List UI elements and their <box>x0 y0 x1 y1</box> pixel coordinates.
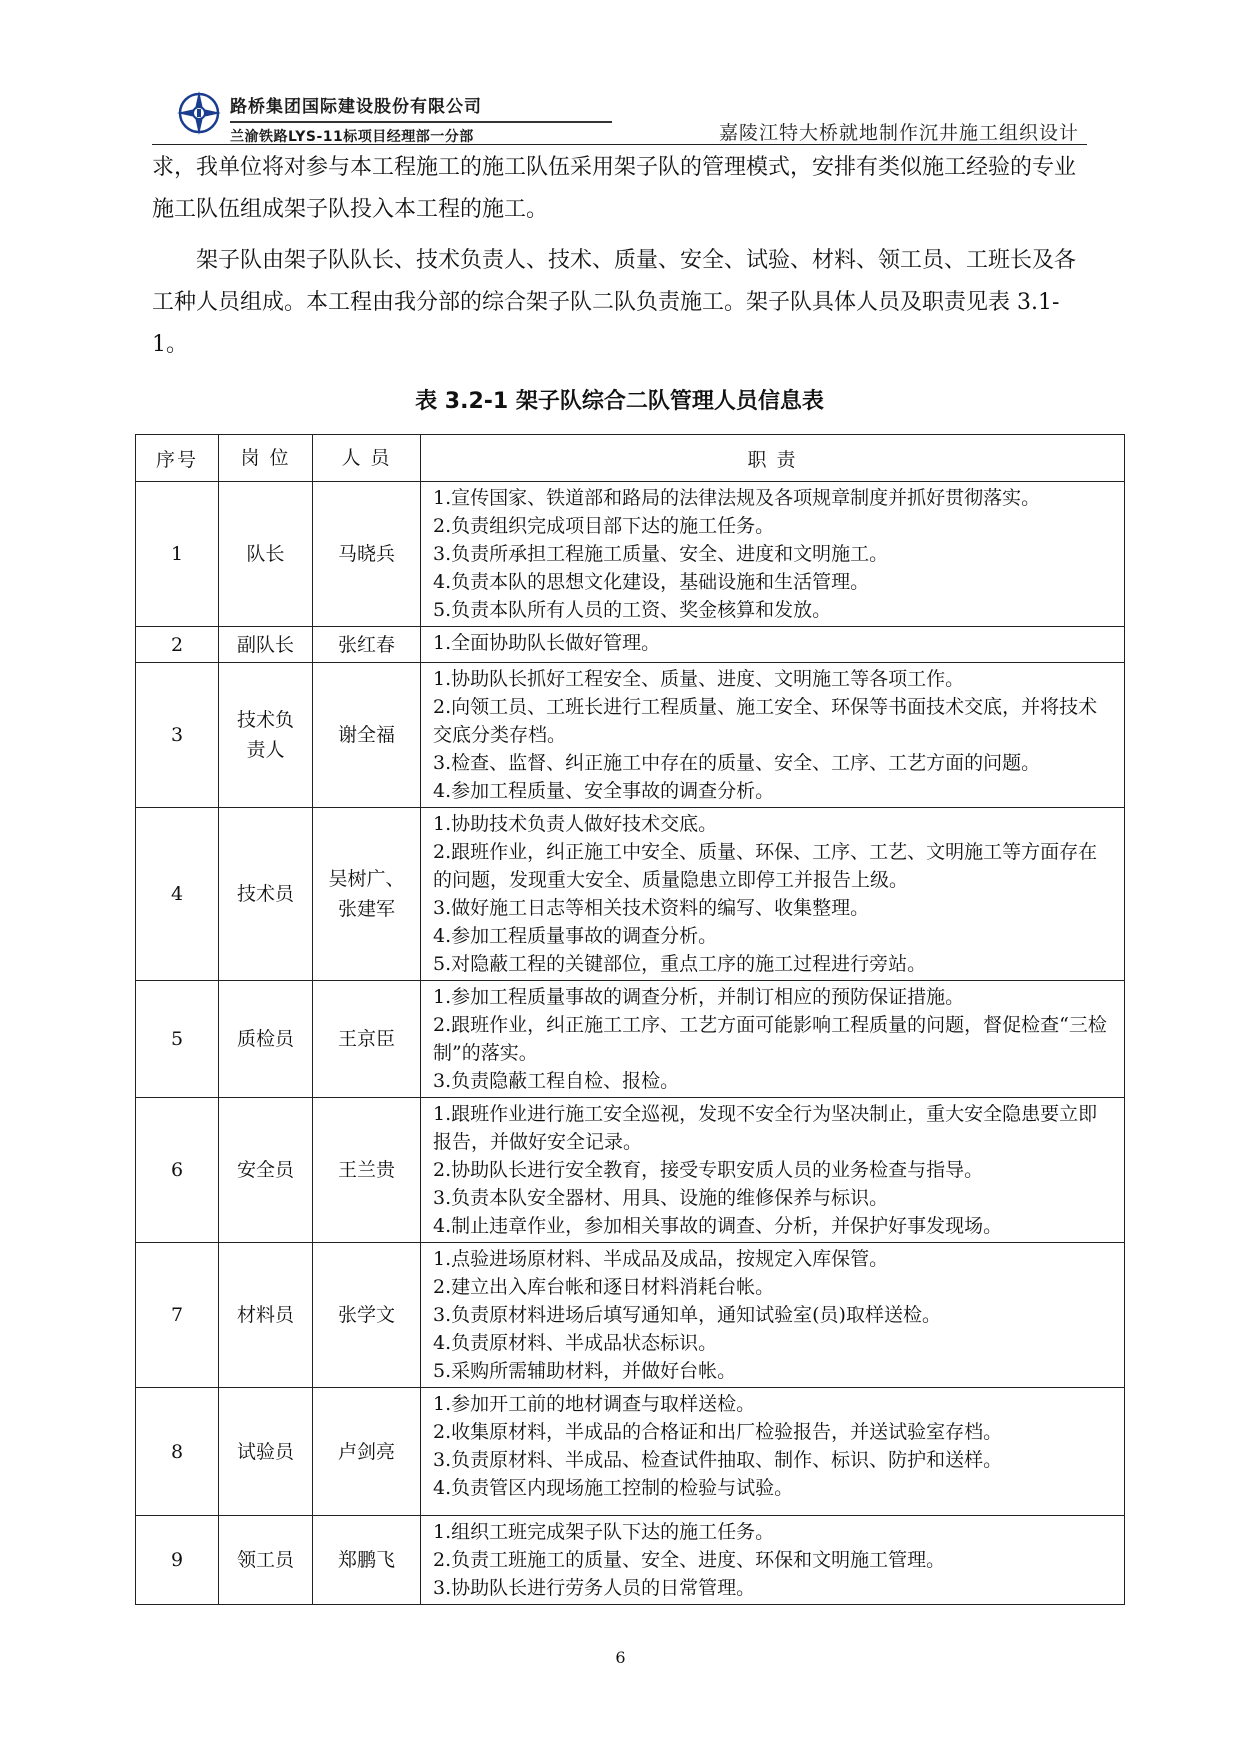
duty-item: 4.负责管区内现场施工控制的检验与试验。 <box>433 1477 794 1499</box>
row-person: 王京臣 <box>313 981 421 1098</box>
row-person: 马晓兵 <box>313 482 421 627</box>
duty-item: 4.制止违章作业，参加相关事故的调查、分析，并保护好事发现场。 <box>433 1215 1003 1237</box>
page-number: 6 <box>615 1648 626 1667</box>
duty-item: 1.组织工班完成架子队下达的施工任务。 <box>433 1521 775 1543</box>
row-position: 技术负责人 <box>219 663 313 808</box>
duty-item: 2.跟班作业，纠正施工工序、工艺方面可能影响工程质量的问题，督促检查“三检制”的落实。 <box>433 1014 1107 1064</box>
duty-item: 3.检查、监督、纠正施工中存在的质量、安全、工序、工艺方面的问题。 <box>433 752 1041 774</box>
row-duties <box>421 663 1125 808</box>
duty-item: 4.参加工程质量、安全事故的调查分析。 <box>433 780 775 802</box>
page-header <box>152 82 1087 145</box>
duty-item: 3.负责隐蔽工程自检、报检。 <box>433 1070 680 1092</box>
duty-item: 1.全面协助队长做好管理。 <box>433 632 661 654</box>
company-block <box>230 92 650 146</box>
duty-item: 2.负责工班施工的质量、安全、进度、环保和文明施工管理。 <box>433 1549 946 1571</box>
row-position: 试验员 <box>219 1388 313 1516</box>
row-number: 9 <box>136 1516 219 1605</box>
compass-star-logo <box>176 90 222 136</box>
duty-item: 1.参加开工前的地材调查与取样送检。 <box>433 1393 756 1415</box>
duty-item: 3.负责本队安全器材、用具、设施的维修保养与标识。 <box>433 1187 889 1209</box>
project-department: 兰渝铁路LYS-11标项目经理部一分部 <box>230 129 474 145</box>
document-title: 嘉陵江特大桥就地制作沉井施工组织设计 <box>718 122 1079 144</box>
row-number: 3 <box>136 663 219 808</box>
duty-item: 4.负责本队的思想文化建设，基础设施和生活管理。 <box>433 571 870 593</box>
table-row <box>136 482 1125 627</box>
table-row <box>136 1516 1125 1605</box>
duty-item: 2.建立出入库台帐和逐日材料消耗台帐。 <box>433 1276 775 1298</box>
row-person: 王兰贵 <box>313 1098 421 1243</box>
row-duties <box>421 981 1125 1098</box>
row-position: 材料员 <box>219 1243 313 1388</box>
duty-item: 1.参加工程质量事故的调查分析，并制订相应的预防保证措施。 <box>433 986 965 1008</box>
duty-item: 5.采购所需辅助材料，并做好台帐。 <box>433 1360 737 1382</box>
row-number: 1 <box>136 482 219 627</box>
row-person: 张红春 <box>313 627 421 663</box>
table-body <box>136 482 1125 1605</box>
company-divider <box>230 121 612 123</box>
duty-item: 1.点验进场原材料、半成品及成品，按规定入库保管。 <box>433 1248 889 1270</box>
duty-item: 5.对隐蔽工程的关键部位，重点工序的施工过程进行旁站。 <box>433 953 927 975</box>
row-position: 技术员 <box>219 808 313 981</box>
row-person: 卢剑亮 <box>313 1388 421 1516</box>
row-number: 8 <box>136 1388 219 1516</box>
duty-item: 2.负责组织完成项目部下达的施工任务。 <box>433 515 775 537</box>
duty-item: 3.负责所承担工程施工质量、安全、进度和文明施工。 <box>433 543 889 565</box>
table-row <box>136 808 1125 981</box>
header-person: 人 员 <box>313 435 421 482</box>
row-position: 副队长 <box>219 627 313 663</box>
header-position: 岗 位 <box>219 435 313 482</box>
row-position: 领工员 <box>219 1516 313 1605</box>
row-person: 谢全福 <box>313 663 421 808</box>
row-number: 6 <box>136 1098 219 1243</box>
row-duties <box>421 1388 1125 1516</box>
row-duties <box>421 1243 1125 1388</box>
table-row <box>136 663 1125 808</box>
row-number: 7 <box>136 1243 219 1388</box>
duty-item: 2.收集原材料，半成品的合格证和出厂检验报告，并送试验室存档。 <box>433 1421 1003 1443</box>
row-position: 安全员 <box>219 1098 313 1243</box>
row-number: 4 <box>136 808 219 981</box>
duty-item: 5.负责本队所有人员的工资、奖金核算和发放。 <box>433 599 832 621</box>
duty-item: 4.负责原材料、半成品状态标识。 <box>433 1332 718 1354</box>
table-row <box>136 1243 1125 1388</box>
duty-item: 2.向领工员、工班长进行工程质量、施工安全、环保等书面技术交底，并将技术交底分类存档。 <box>433 696 1098 746</box>
duty-item: 2.跟班作业，纠正施工中安全、质量、环保、工序、工艺、文明施工等方面存在的问题，发现重大安全、质量隐患立即停工并报告上级。 <box>433 841 1098 891</box>
row-number: 5 <box>136 981 219 1098</box>
duty-item: 3.做好施工日志等相关技术资料的编写、收集整理。 <box>433 897 870 919</box>
table-row <box>136 981 1125 1098</box>
duty-item: 1.跟班作业进行施工安全巡视，发现不安全行为坚决制止，重大安全隐患要立即报告，并做好安全记录。 <box>433 1103 1098 1153</box>
table-row <box>136 627 1125 663</box>
company-name: 路桥集团国际建设股份有限公司 <box>230 97 482 117</box>
duty-item: 2.协助队长进行安全教育，接受专职安质人员的业务检查与指导。 <box>433 1159 984 1181</box>
row-number: 2 <box>136 627 219 663</box>
row-duties <box>421 808 1125 981</box>
row-duties <box>421 482 1125 627</box>
row-position: 质检员 <box>219 981 313 1098</box>
row-person: 郑鹏飞 <box>313 1516 421 1605</box>
duty-item: 1.协助队长抓好工程安全、质量、进度、文明施工等各项工作。 <box>433 668 965 690</box>
staff-info-table <box>135 434 1125 1605</box>
table-row <box>136 1098 1125 1243</box>
row-person: 张学文 <box>313 1243 421 1388</box>
duty-item: 3.协助队长进行劳务人员的日常管理。 <box>433 1577 756 1599</box>
row-duties <box>421 627 1125 663</box>
paragraph-team-composition: 架子队由架子队队长、技术负责人、技术、质量、安全、试验、材料、领工员、工班长及各工种人员组成。本工程由我分部的综合架子队二队负责施工。架子队具体人员及职责见表 3.1-1。 <box>152 248 1077 357</box>
duty-item: 3.负责原材料进场后填写通知单，通知试验室(员)取样送检。 <box>433 1304 941 1326</box>
row-duties <box>421 1098 1125 1243</box>
header-no: 序号 <box>136 435 219 482</box>
duty-item: 3.负责原材料、半成品、检查试件抽取、制作、标识、防护和送样。 <box>433 1449 1003 1471</box>
row-position: 队长 <box>219 482 313 627</box>
row-duties <box>421 1516 1125 1605</box>
row-person: 吴树广、张建军 <box>313 808 421 981</box>
table-row <box>136 1388 1125 1516</box>
paragraph-continuation: 求，我单位将对参与本工程施工的施工队伍采用架子队的管理模式，安排有类似施工经验的专业施工队伍组成架子队投入本工程的施工。 <box>152 155 1077 222</box>
table-title: 表 3.2-1 架子队综合二队管理人员信息表 <box>415 389 824 414</box>
duty-item: 4.参加工程质量事故的调查分析。 <box>433 925 718 947</box>
table-header-row <box>136 435 1125 482</box>
duty-item: 1.协助技术负责人做好技术交底。 <box>433 813 718 835</box>
header-duties: 职 责 <box>421 435 1125 482</box>
duty-item: 1.宣传国家、铁道部和路局的法律法规及各项规章制度并抓好贯彻落实。 <box>433 487 1041 509</box>
